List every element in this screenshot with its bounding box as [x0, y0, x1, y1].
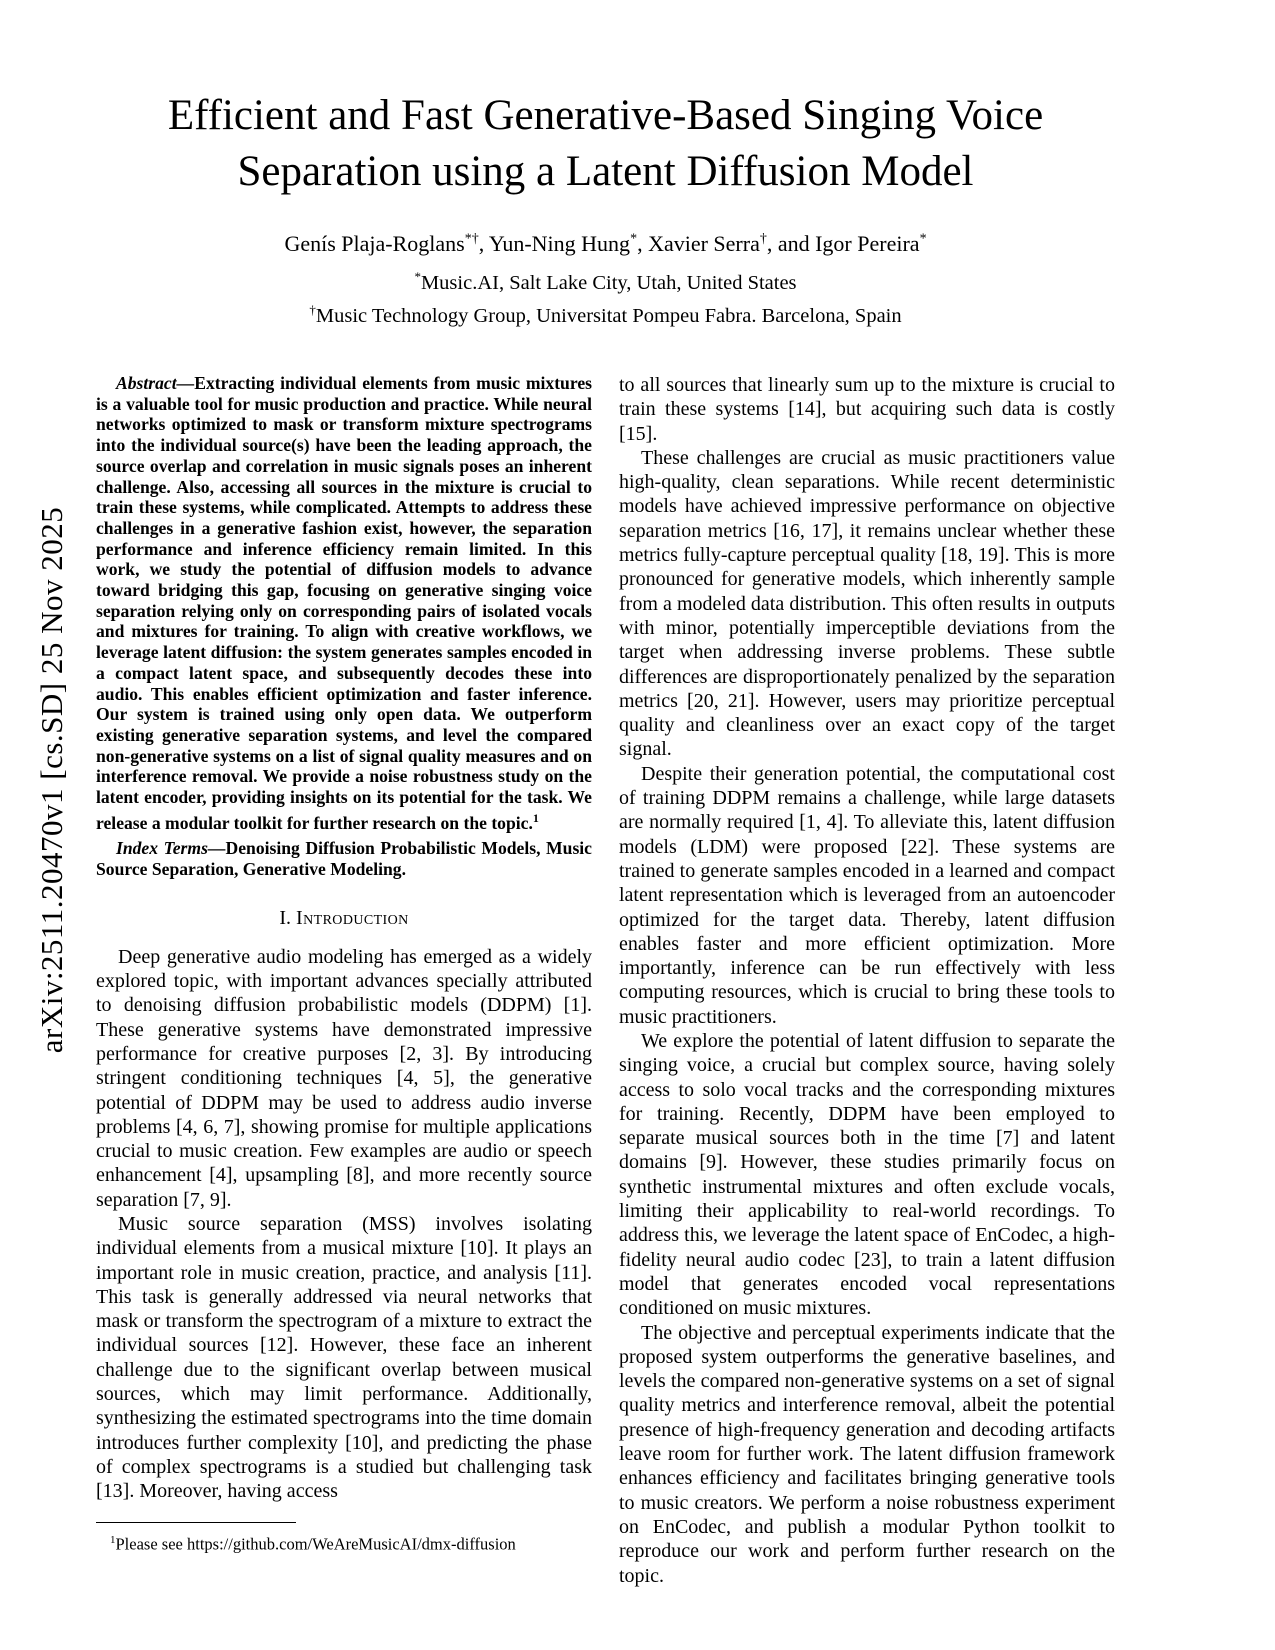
index-terms-text: Denoising Diffusion Probabilistic Models, Music Source Separation, Generative Modeling.	[96, 838, 592, 880]
intro-paragraph-2: Music source separation (MSS) involves isolating individual elements from a musical mixture [10]. It plays an important role in music creation, practice, and analysis [11]. This task is generally addressed via neural networks that mask or transform the spectrogram of a mixture to extract the individual sources [12]. However, these face an inherent challenge due to the significant overlap between musical sources, which may limit performance. Additionally, synthesizing the estimated spectrograms into the time domain introduces further complexity [10], and predicting the phase of complex spectrograms is a studied but challenging task [13]. Moreover, having access	[96, 1212, 592, 1503]
paper-title: Efficient and Fast Generative-Based Singing Voice Separation using a Latent Diffusion Model	[167, 92, 1044, 195]
column-right	[619, 373, 1115, 1588]
body-paragraph-singing-voice: We explore the potential of latent diffusion to separate the singing voice, a crucial but complex source, having solely access to solo vocal tracks and the corresponding mixtures for training. Recently, DDPM have been employed to separate musical sources both in the time [7] and latent domains [9]. However, these studies primarily focus on synthetic instrumental mixtures and often exclude vocals, limiting their applicability to real-world recordings. To address this, we leverage the latent space of EnCodec, a high-fidelity neural audio codec [23], to train a latent diffusion model that generates encoded vocal representations conditioned on music mixtures.	[619, 1030, 1115, 1320]
footnote-prefix: Please see	[115, 1534, 187, 1554]
section-heading-introduction	[96, 907, 592, 930]
affiliation-mark: †	[309, 301, 316, 317]
body-paragraph-results: The objective and perceptual experiments indicate that the proposed system outperforms the generative baselines, and levels the compared non-generative systems on a set of signal quality metrics and interference removal, albeit the potential presence of high-frequency generation and decoding artifacts leave room for further work. The latent diffusion framework enhances efficiency and facilitates bringing generative tools to music creators. We perform a noise robustness experiment on EnCodec, and publish a modular Python toolkit to reproduce our work and perform further research on the topic.	[619, 1321, 1115, 1587]
footnote	[96, 1530, 592, 1555]
arxiv-sidebar-label: arXiv:2511.20470v1 [cs.SD] 25 Nov 2025	[34, 506, 69, 1054]
author-name: Yun-Ning Hung*,	[488, 231, 649, 257]
footnote-url-link[interactable]: https://github.com/WeAreMusicAI/dmx-diffusion	[186, 1534, 516, 1554]
affiliations-block	[96, 264, 1115, 329]
footnote-mark: 1	[110, 1533, 116, 1546]
body-paragraph-challenges: These challenges are crucial as music practitioners value high-quality, clean separations. While recent deterministic models have achieved impressive performance on objective separation metrics [16, 17], it remains unclear whether these metrics fully-capture perceptual quality [18, 19]. This is more pronounced for generative models, which inherently sample from a modeled data distribution. This often results in outputs with minor, potentially imperceptible deviations from the target when addressing inverse problems. These subtle differences are disproportionately penalized by the separation metrics [20, 21]. However, users may prioritize perceptual quality and cleanliness over an exact copy of the target signal.	[619, 446, 1115, 761]
affiliation-mark: *	[414, 269, 421, 285]
abstract-paragraph	[96, 373, 592, 833]
footnote-rule	[96, 1522, 296, 1523]
section-number: I.	[279, 906, 292, 929]
author-affiliation-mark: †	[759, 232, 767, 247]
intro-paragraph-1: Deep generative audio modeling has emerged as a widely explored topic, with important advances specially attributed to denoising diffusion probabilistic models (DDPM) [1]. These generative systems have demonstrated impressive performance for creative purposes [2, 3]. By introducing stringent conditioning techniques [4, 5], the generative potential of DDPM may be used to address audio inverse problems [4, 6, 7], showing promise for multiple applications crucial to music creation. Few examples are audio or speech enhancement [4], upsampling [8], and more recently source separation [7, 9].	[96, 945, 592, 1211]
affiliation-line-2: †Music Technology Group, Universitat Pompeu Fabra. Barcelona, Spain	[309, 301, 902, 327]
author-affiliation-mark: *	[630, 232, 638, 247]
author-affiliation-mark: *†	[464, 232, 479, 247]
column-left	[96, 373, 592, 1588]
abstract-text: Extracting individual elements from music mixtures is a valuable tool for music production and practice. While neural networks optimized to mask or transform mixture spectrograms into the individual source(s) have been the leading approach, the source overlap and correlation in music signals poses an inherent challenge. Also, accessing all sources in the mixture is crucial to train these systems, while complicated. Attempts to address these challenges in a generative fashion exist, however, the separation performance and inference efficiency remain limited. In this work, we study the potential of diffusion models to advance toward bridging this gap, focusing on generative singing voice separation relying only on corresponding pairs of isolated vocals and mixtures for training. To align with creative workflows, we leverage latent diffusion: the system generates samples encoded in a compact latent space, and subsequently decodes these into audio. This enables efficient optimization and faster inference. Our system is trained using only open data. We outperform existing generative separation systems, and level the compared non-generative systems on a list of signal quality measures and on interference removal. We provide a noise robustness study on the latent encoder, providing insights on its potential for the task. We release a modular toolkit for further research on the topic.	[96, 372, 592, 833]
author-name: Genís Plaja-Roglans*†,	[284, 231, 489, 257]
footnote-block	[96, 1522, 592, 1555]
body-paragraph-latent-diffusion: Despite their generation potential, the computational cost of training DDPM remains a challenge, while large datasets are normally required [1, 4]. To alleviate this, latent diffusion models (LDM) were proposed [22]. These systems are trained to generate samples encoded in a learned and compact latent representation which is leveraged from an autoencoder optimized for the target data. Thereby, latent diffusion enables faster and more efficient optimization. More importantly, inference can be run effectively with less computing resources, which is crucial to bring these tools to music practitioners.	[619, 762, 1115, 1028]
abstract-label: Abstract—	[116, 372, 195, 393]
author-name: Xavier Serra†, and	[648, 231, 816, 257]
affiliation-line-1: *Music.AI, Salt Lake City, Utah, United States	[414, 269, 797, 295]
section-title: Introduction	[296, 906, 409, 929]
paper-content	[96, 88, 1115, 1588]
abstract-footnote-mark: 1	[532, 810, 539, 825]
author-affiliation-mark: *	[919, 232, 927, 247]
two-column-body	[96, 373, 1115, 1588]
index-terms-paragraph	[96, 838, 592, 879]
author-name: Igor Pereira*	[815, 231, 927, 257]
index-terms-label: Index Terms—	[116, 838, 226, 859]
body-paragraph-continuation: to all sources that linearly sum up to the mixture is crucial to train these systems [14], but acquiring such data is costly [15].	[619, 373, 1115, 445]
authors-line	[96, 226, 1115, 257]
